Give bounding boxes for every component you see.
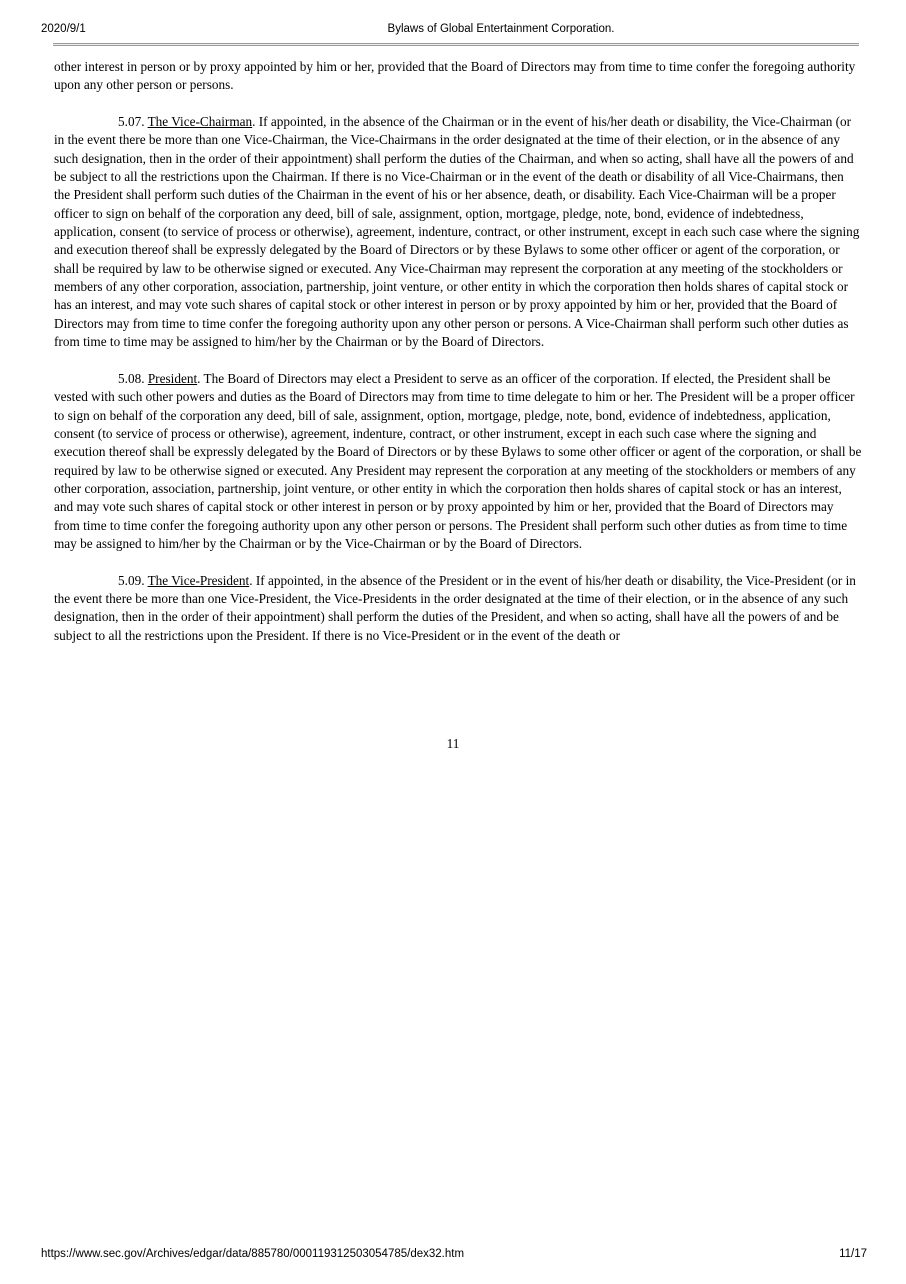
section-paragraph-5-09 [54,572,862,645]
print-date: 2020/9/1 [41,23,86,35]
section-heading: The Vice-President [147,572,250,588]
continuation-paragraph: other interest in person or by proxy appointed by him or her, provided that the Board of Directors may from time to time confer the foregoing authority upon any other person or persons. [54,59,856,93]
print-header [0,0,906,40]
section-paragraph-5-07 [54,113,862,351]
section-number: 5.08. [118,370,145,386]
header-divider [53,43,859,46]
document-body [54,58,862,663]
section-number: 5.07. [118,114,145,130]
page-number: 11 [446,736,460,751]
section-text: . If appointed, in the absence of the President or in the event of his/her death or disability, the Vice-President (or in the event there be more than one Vice-President, the Vice-Presidents in the order designated at the time of their election, or in the absence of any such designation, then in the order of their appointment) shall perform the duties of the President, and when so acting, shall have all the powers of and be subject to all the restrictions upon the President. If there is no Vice-President or in the event of the death or [54,572,856,643]
print-title: Bylaws of Global Entertainment Corporation. [387,23,615,35]
section-heading: President [147,370,198,386]
page-count: 11/17 [839,1248,867,1260]
section-heading: The Vice-Chairman [147,114,253,130]
source-url: https://www.sec.gov/Archives/edgar/data/885780/000119312503054785/dex32.htm [41,1248,465,1260]
section-number: 5.09. [118,572,145,588]
section-paragraph-5-08 [54,370,862,553]
section-text: . If appointed, in the absence of the Chairman or in the event of his/her death or disability, the Vice-Chairman (or in the event there be more than one Vice-Chairman, the Vice-Chairmans in the order designated at the time of their election, or in the absence of any such designation, then in the order of their appointment) shall perform the duties of the Chairman, and when so acting, shall have all the powers of and be subject to all the restrictions upon the Chairman. If there is no Vice-Chairman or in the event of the death or disability of all Vice-Chairmans, then the President shall perform such duties of the Chairman in the event of his or her absence, death, or disability. Each Vice-Chairman will be a proper officer to sign on behalf of the corporation any deed, bill of sale, assignment, option, mortgage, pledge, note, bond, evidence of indebtedness, application, consent (to service of process or otherwise), agreement, indenture, contract, or other instrument, except in each such case where the signing and execution thereof shall be expressly delegated by the Board of Directors or by these Bylaws to some other officer or agent of the corporation, or shall be required by law to be otherwise signed or executed. Any Vice-Chairman may represent the corporation at any meeting of the stockholders or members of any other corporation, association, partnership, joint venture, or other entity in which the corporation then holds shares of capital stock or has an interest, and may vote such shares of capital stock or other interest in person or by proxy appointed by him or her, provided that the Board of Directors may from time to time confer the foregoing authority upon any other person or persons. A Vice-Chairman shall perform such other duties as from time to time may be assigned to him/her by the Chairman or by the Board of Directors. [54,114,860,350]
section-text: . The Board of Directors may elect a President to serve as an officer of the corporation. If elected, the President shall be vested with such other powers and duties as the Board of Directors may from time to time delegate to him or her. The President will be a proper officer to sign on behalf of the corporation any deed, bill of sale, assignment, option, mortgage, pledge, note, bond, evidence of indebtedness, application, consent (to service of process or otherwise), agreement, indenture, contract, or other instrument, except in each such case where the signing and execution thereof shall be expressly delegated by the Board of Directors or by these Bylaws to some other officer or agent of the corporation, or shall be required by law to be otherwise signed or executed. Any President may represent the corporation at any meeting of the stockholders or members of any other corporation, association, partnership, joint venture, or other entity in which the corporation then holds shares of capital stock or has an interest, and may vote such shares of capital stock or other interest in person or by proxy appointed by him or her, provided that the Board of Directors may from time to time confer the foregoing authority upon any other person or persons. The President shall perform such other duties as from time to time may be assigned to him/her by the Chairman or by the Vice-Chairman or by the Board of Directors. [54,370,862,551]
print-footer [0,1245,906,1265]
